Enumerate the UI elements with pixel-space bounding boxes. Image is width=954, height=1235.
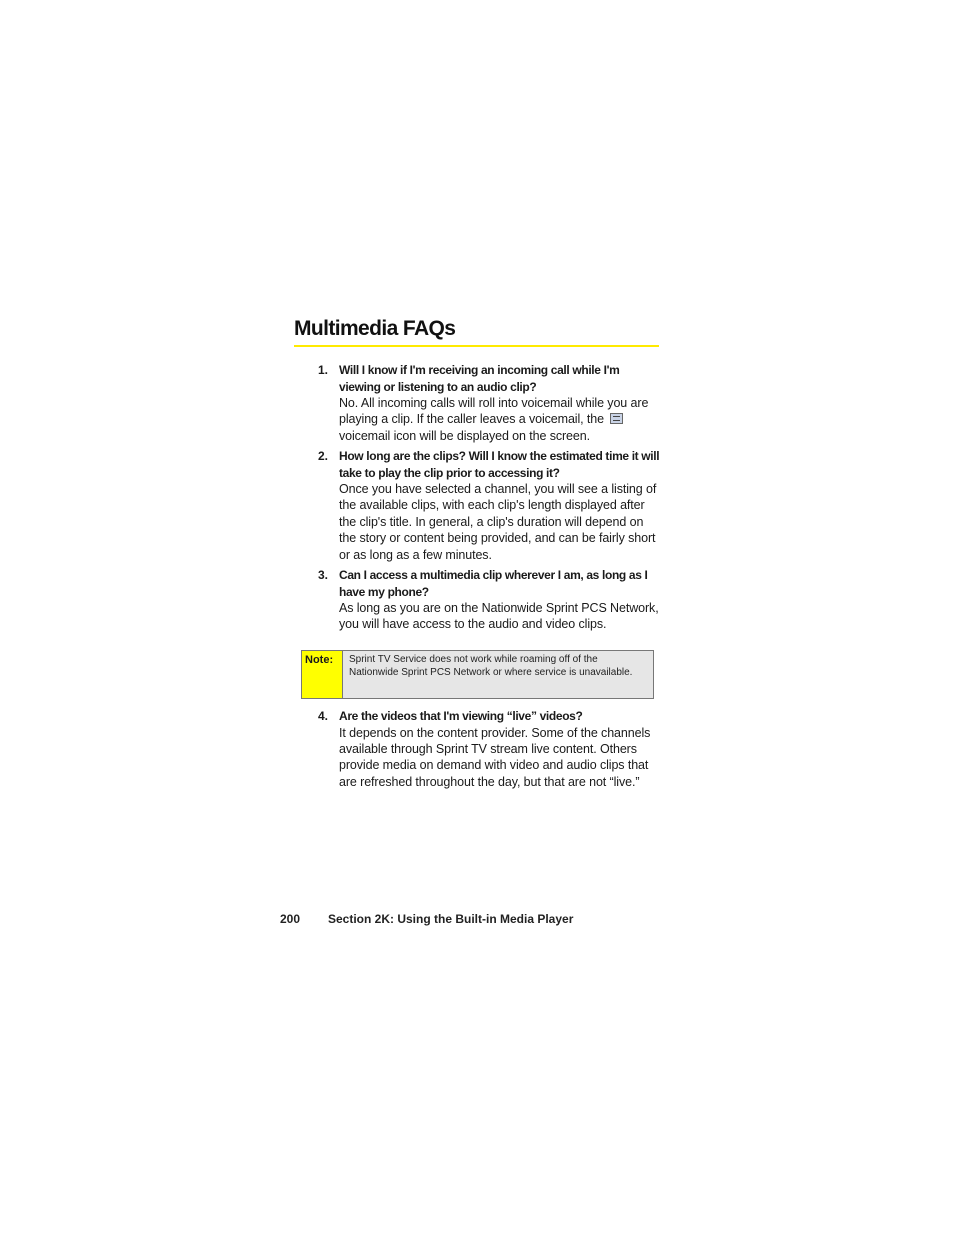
faq-item bbox=[318, 708, 663, 790]
faq-question: How long are the clips? Will I know the estimated time it will take to play the clip prior to accessing it? bbox=[339, 449, 660, 480]
faq-answer: As long as you are on the Nationwide Sprint PCS Network, you will have access to the audio and video clips. bbox=[339, 601, 659, 632]
note-text: Sprint TV Service does not work while roaming off of the Nationwide Sprint PCS Network or where service is unavailable. bbox=[349, 654, 633, 678]
faq-number: 2. bbox=[318, 449, 329, 463]
faq-number: 3. bbox=[318, 568, 329, 582]
note-label: Note: bbox=[302, 651, 343, 698]
title-divider bbox=[294, 345, 659, 347]
note-box bbox=[301, 650, 654, 699]
faq-answer-text: voicemail icon will be displayed on the screen. bbox=[339, 428, 590, 443]
faq-answer bbox=[339, 395, 663, 444]
voicemail-icon bbox=[610, 413, 623, 424]
section-title: Section 2K: Using the Built-in Media Player bbox=[328, 912, 574, 926]
faq-question: Will I know if I'm receiving an incoming call while I'm viewing or listening to an audio clip? bbox=[339, 363, 620, 394]
page-number: 200 bbox=[280, 912, 301, 926]
faq-question: Are the videos that I'm viewing “live” videos? bbox=[339, 709, 583, 723]
faq-number: 4. bbox=[318, 709, 329, 723]
faq-answer-text: No. All incoming calls will roll into voicemail while you are playing a clip. If the caller leaves a voicemail, the bbox=[339, 396, 649, 427]
faq-number: 1. bbox=[318, 363, 329, 377]
faq-question: Can I access a multimedia clip wherever I am, as long as I have my phone? bbox=[339, 568, 648, 599]
faq-item bbox=[318, 567, 663, 633]
faq-answer: Once you have selected a channel, you will see a listing of the available clips, with each clip's length displayed after the clip's title. In general, a clip's duration will depend on the story or content being provided, and can be fairly short or as long as a few minutes. bbox=[339, 482, 657, 562]
page-title: Multimedia FAQs bbox=[294, 317, 456, 340]
faq-item bbox=[318, 362, 663, 444]
faq-item bbox=[318, 448, 663, 563]
faq-answer: It depends on the content provider. Some of the channels available through Sprint TV stream live content. Others provide media on demand with video and audio clips that are refreshed throughout the day, but that are not “live.” bbox=[339, 725, 651, 789]
